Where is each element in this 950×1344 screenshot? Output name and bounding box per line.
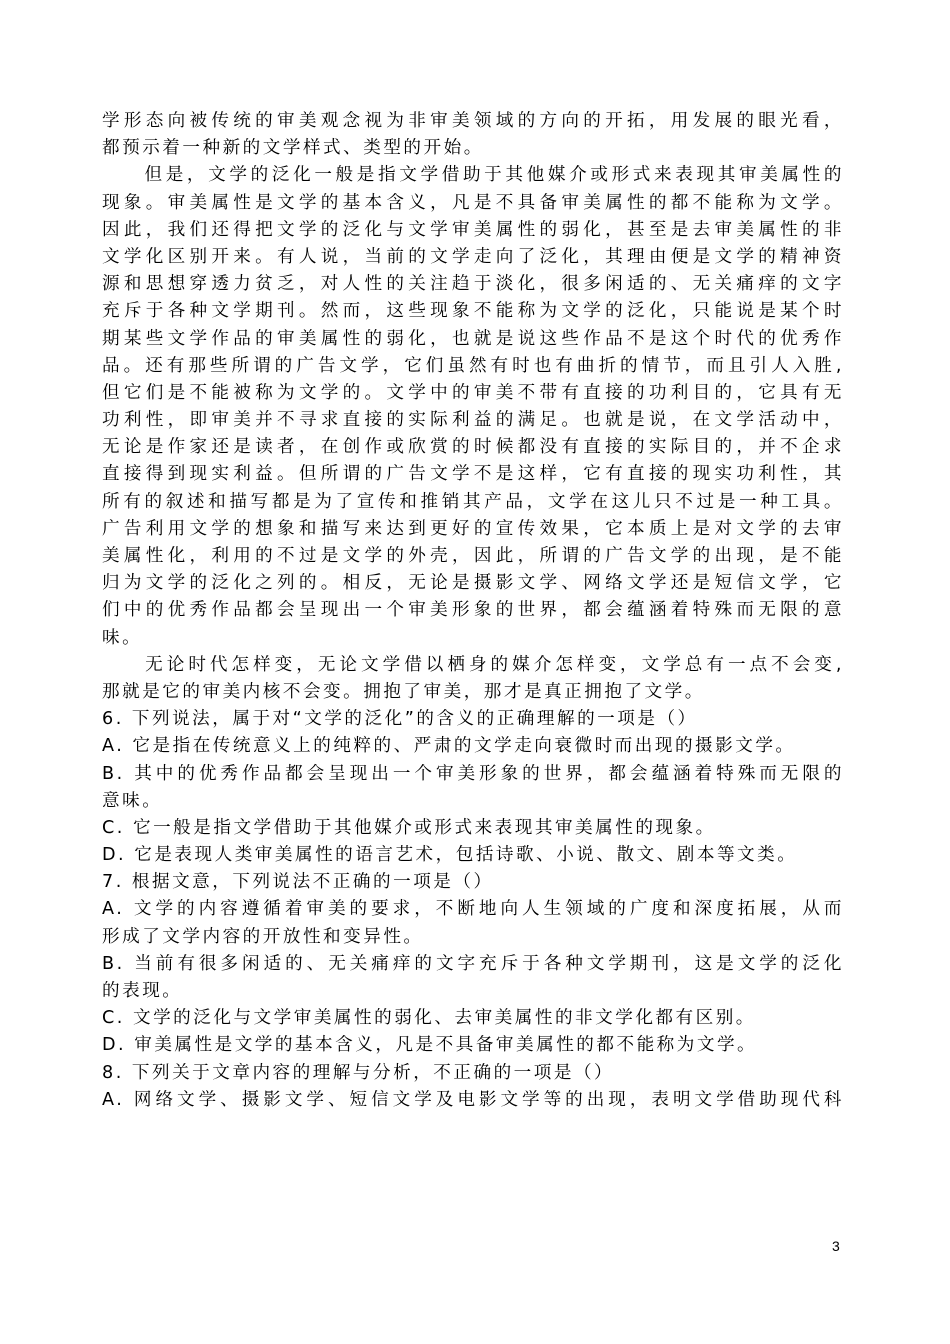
text-line: B. 其中的优秀作品都会呈现出一个审美形象的世界，都会蕴涵着特殊而无限的: [102, 763, 844, 784]
text-line: 因此，我们还得把文学的泛化与文学审美属性的弱化，甚至是去审美属性的非: [102, 219, 844, 240]
text-line: A. 网络文学、摄影文学、短信文学及电影文学等的出现，表明文学借助现代科: [102, 1089, 844, 1110]
text-line: 8. 下列关于文章内容的理解与分析，不正确的一项是（）: [102, 1062, 615, 1083]
text-line: 所有的叙述和描写都是为了宣传和推销其产品，文学在这儿只不过是一种工具。: [102, 491, 844, 512]
text-line: 广告利用文学的想象和描写来达到更好的宣传效果，它本质上是对文学的去审: [102, 518, 844, 539]
page-number: 3: [832, 1238, 840, 1254]
text-line: B. 当前有很多闲适的、无关痛痒的文字充斥于各种文学期刊，这是文学的泛化: [102, 953, 844, 974]
text-line: 都预示着一种新的文学样式、类型的开始。: [102, 138, 484, 159]
text-line: 期某些文学作品的审美属性的弱化，也就是说这些作品不是这个时代的优秀作: [102, 328, 844, 349]
text-line: 味。: [102, 627, 143, 648]
text-line: 无论时代怎样变，无论文学借以栖身的媒介怎样变，文学总有一点不会变,: [102, 654, 844, 675]
text-line: 意味。: [102, 790, 163, 811]
text-line: 充斥于各种文学期刊。然而，这些现象不能称为文学的泛化，只能说是某个时: [102, 301, 844, 322]
text-line: 美属性化，利用的不过是文学的外壳，因此，所谓的广告文学的出现，是不能: [102, 546, 844, 566]
text-line: C. 它一般是指文学借助于其他媒介或形式来表现其审美属性的现象。: [102, 817, 716, 838]
text-line: 形成了文学内容的开放性和变异性。: [102, 926, 424, 947]
text-line: 但它们是不能被称为文学的。文学中的审美不带有直接的功利目的，它具有无: [102, 382, 844, 403]
text-line: 品。还有那些所谓的广告文学，它们虽然有时也有曲折的情节，而且引人入胜,: [102, 355, 844, 376]
text-line: 直接得到现实利益。但所谓的广告文学不是这样，它有直接的现实功利性，其: [102, 464, 844, 485]
text-line: 们中的优秀作品都会呈现出一个审美形象的世界，都会蕴涵着特殊而无限的意: [102, 600, 844, 621]
text-line: A. 它是指在传统意义上的纯粹的、严肃的文学走向衰微时而出现的摄影文学。: [102, 736, 796, 757]
text-line: 那就是它的审美内核不会变。拥抱了审美，那才是真正拥抱了文学。: [102, 681, 705, 702]
text-line: 但是，文学的泛化一般是指文学借助于其他媒介或形式来表现其审美属性的: [102, 165, 844, 186]
text-line: 文学化区别开来。有人说，当前的文学走向了泛化，其理由便是文学的精神资: [102, 246, 844, 267]
text-line: D. 它是表现人类审美属性的语言艺术，包括诗歌、小说、散文、剧本等文类。: [102, 845, 798, 866]
text-line: 6. 下列说法，属于对“文学的泛化”的含义的正确理解的一项是（）: [102, 709, 698, 730]
text-line: 功利性，即审美并不寻求直接的实际利益的满足。也就是说，在文学活动中，: [102, 410, 844, 431]
document-page: [102, 108, 844, 1114]
text-line: 的表现。: [102, 981, 183, 1001]
text-line: 源和思想穿透力贫乏，对人性的关注趋于淡化，很多闲适的、无关痛痒的文字: [102, 274, 844, 295]
text-line: A. 文学的内容遵循着审美的要求，不断地向人生领域的广度和深度拓展，从而: [102, 899, 844, 920]
text-line: 无论是作家还是读者，在创作或欣赏的时候都没有直接的实际目的，并不企求: [102, 437, 844, 458]
text-line: 归为文学的泛化之列的。相反，无论是摄影文学、网络文学还是短信文学，它: [102, 573, 844, 594]
text-line: C. 文学的泛化与文学审美属性的弱化、去审美属性的非文学化都有区别。: [102, 1008, 756, 1029]
text-line: 7. 根据文意，下列说法不正确的一项是（）: [102, 872, 494, 893]
text-line: 现象。审美属性是文学的基本含义，凡是不具备审美属性的都不能称为文学。: [102, 192, 844, 213]
text-line: 学形态向被传统的审美观念视为非审美领域的方向的开拓，用发展的眼光看，: [102, 111, 844, 131]
text-line: D. 审美属性是文学的基本含义，凡是不具备审美属性的都不能称为文学。: [102, 1035, 758, 1056]
